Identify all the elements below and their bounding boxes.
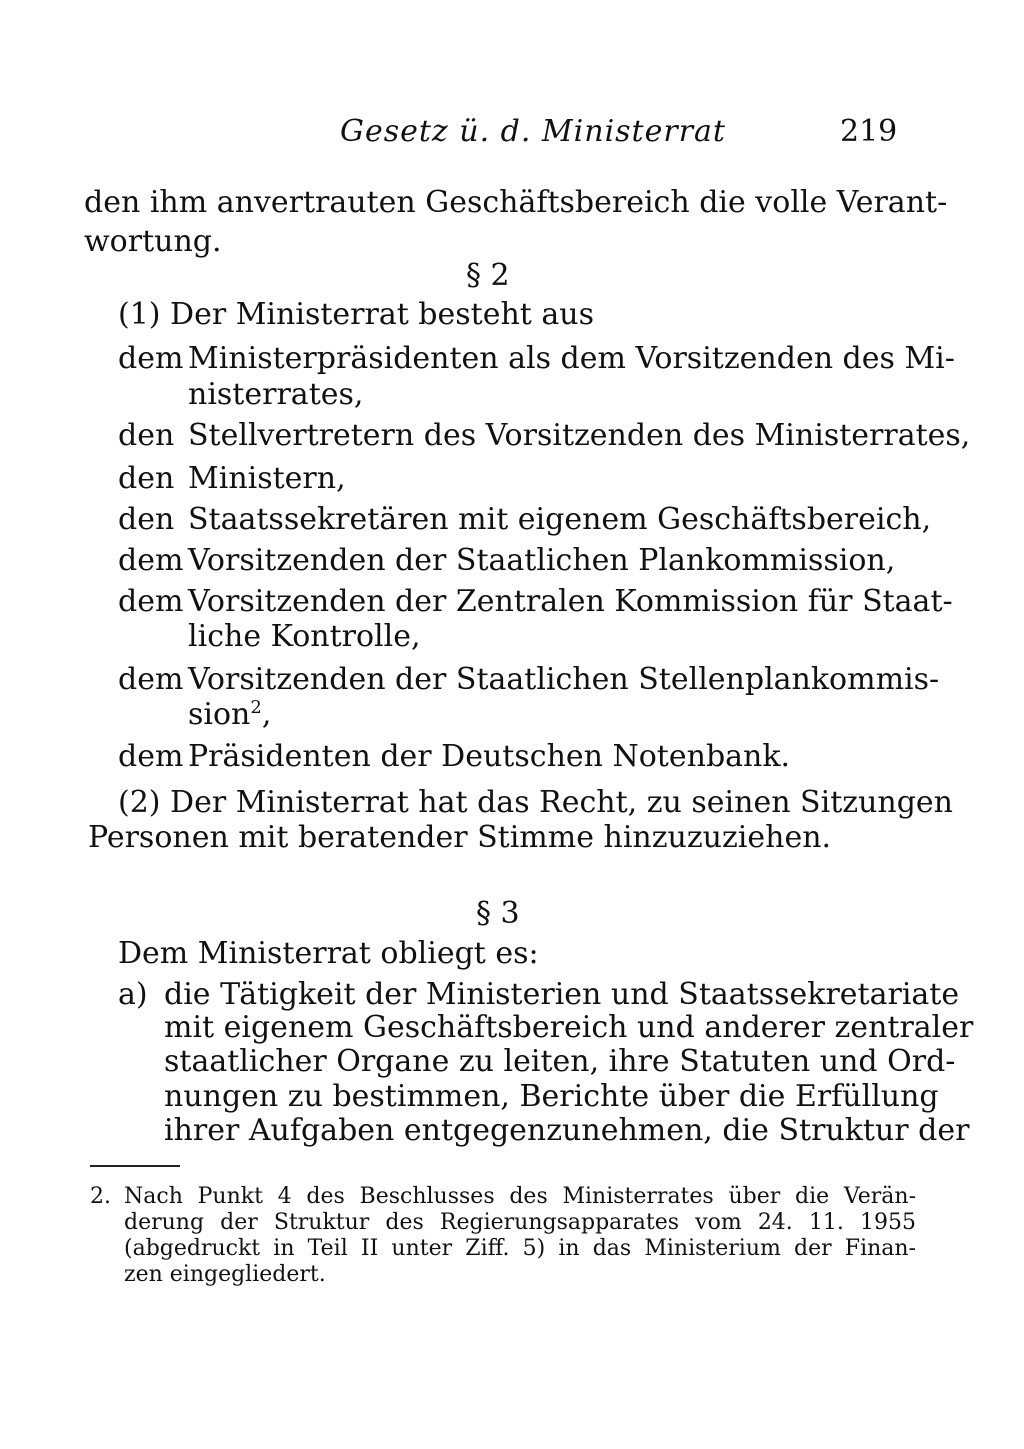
- section3-intro: Dem Ministerrat obliegt es:: [118, 936, 539, 971]
- member-article: den: [118, 502, 175, 537]
- item-a-line-1: die Tätigkeit der Ministerien und Staatssekretariate: [164, 977, 960, 1012]
- page-number: 219: [840, 114, 898, 149]
- section2-para2-line-2: Personen mit beratender Stimme hinzuzuziehen.: [88, 820, 832, 855]
- footnote-line-2: derung der Struktur des Regierungsapparates vom 24. 11. 1955: [124, 1210, 916, 1235]
- footnote-line-3: (abgedruckt in Teil II unter Ziff. 5) in das Ministerium der Finan-: [124, 1236, 916, 1261]
- member-text: Ministern,: [188, 461, 346, 496]
- member-article: den: [118, 418, 175, 453]
- member-continuation: sion$^2$,: [188, 697, 272, 732]
- member-text: Vorsitzenden der Staatlichen Plankommission,: [188, 543, 896, 578]
- member-text: Vorsitzenden der Staatlichen Stellenplankommis-: [188, 662, 940, 697]
- item-a-line-3: staatlicher Organe zu leiten, ihre Statuten und Ord-: [164, 1044, 956, 1079]
- section-heading-2: § 2: [466, 258, 510, 293]
- member-article: dem: [118, 662, 184, 697]
- section2-para2-line-1: (2) Der Ministerrat hat das Recht, zu seinen Sitzungen: [118, 785, 953, 820]
- section-heading-3: § 3: [476, 896, 520, 931]
- member-article: dem: [118, 543, 184, 578]
- member-article: dem: [118, 739, 184, 774]
- intro-line-2: wortung.: [84, 224, 222, 259]
- member-article: den: [118, 461, 175, 496]
- member-text: Staatssekretären mit eigenem Geschäftsbereich,: [188, 502, 932, 537]
- running-header-title: Gesetz ü. d. Ministerrat: [340, 114, 726, 149]
- member-continuation: liche Kontrolle,: [188, 619, 421, 654]
- section2-para1-intro: (1) Der Ministerrat besteht aus: [118, 297, 594, 332]
- footnote-number: 2.: [90, 1184, 111, 1209]
- item-a-line-4: nungen zu bestimmen, Berichte über die Erfüllung: [164, 1079, 939, 1114]
- member-text: Stellvertretern des Vorsitzenden des Ministerrates,: [188, 418, 971, 453]
- member-continuation: nisterrates,: [188, 377, 364, 412]
- intro-line-1: den ihm anvertrauten Geschäftsbereich die volle Verant-: [84, 185, 948, 220]
- footnote-line-4: zen eingegliedert.: [124, 1262, 326, 1287]
- member-text: Ministerpräsidenten als dem Vorsitzenden des Mi-: [188, 341, 955, 376]
- footnote-reference: 2: [250, 697, 262, 718]
- item-label-a: a): [118, 977, 148, 1012]
- member-article: dem: [118, 341, 184, 376]
- footnote-line-1: Nach Punkt 4 des Beschlusses des Ministerrates über die Verän-: [124, 1184, 916, 1209]
- item-a-line-5: ihrer Aufgaben entgegenzunehmen, die Struktur der: [164, 1113, 970, 1148]
- member-text: Präsidenten der Deutschen Notenbank.: [188, 739, 791, 774]
- member-text: Vorsitzenden der Zentralen Kommission für Staat-: [188, 584, 953, 619]
- footnote-divider: [90, 1165, 180, 1167]
- item-a-line-2: mit eigenem Geschäftsbereich und anderer zentraler: [164, 1010, 974, 1045]
- member-article: dem: [118, 584, 184, 619]
